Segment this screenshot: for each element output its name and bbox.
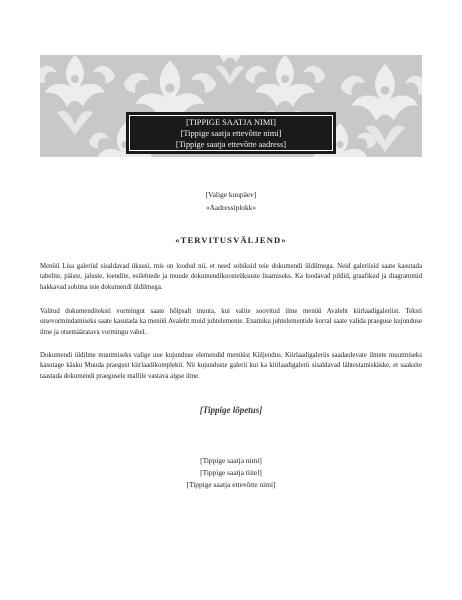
sender-header-box (126, 112, 336, 154)
body-paragraph-1[interactable]: Menüü Lisa galeriid sisaldavad üksusi, mis on loodud nii, et need sobiksid teie dokumendi üldilmega. Neid galeriisid saate kasutada tabelite, päiste, jaluste, loendite, esilehtede ja muude dokumendikoosteüksuste lisamiseks. Ka loodavad pildid, graafikud ja diagrammid hakkavad sobima teie dokumendi üldilmega. (40, 263, 422, 291)
sender-name[interactable]: [TIPPIGE SAATJA NIMI] (186, 118, 276, 127)
signature-name[interactable]: [Tippige saatja nimi] (200, 456, 262, 465)
body-paragraph-3[interactable]: Dokumendi üldilme muutmiseks valige uue kujunduse elemendid menüüst Küljendus. Kiirlaadigaleriis saadaolevate ilmete muutmiseks kasutage käsku Muuda praegust kiirlaadikomplekti. Nii kujunduste galerii kui ka kiirlaadigalerii sisaldavad lähtestamiskäske, et saaksite taastada dokumendi praegusele mallile vastava algse ilme. (40, 352, 422, 380)
sender-address[interactable]: [Tippige saatja ettevõtte aadress] (175, 140, 287, 149)
address-block[interactable]: «Aadressiplokk» (205, 203, 257, 212)
date-field[interactable]: [Valige kuupäev] (205, 190, 257, 199)
salutation[interactable]: «TERVITUSVÄLJEND» (175, 235, 287, 245)
body-paragraph-2[interactable]: Valitud dokumenditeksti vormingut saate hõlpsalt muuta, kui valite soovitud ilme menüü Avaleht kiirlaadigaleriist. Teksti otsevormindamiseks saate kasutada ka menüü Avaleht muid juhtelemente. Enamiku juhtelementide korral saate valida praeguse kujunduse ilme ja otsemääratava vormingu vahel. (40, 308, 422, 336)
closing[interactable]: [Tippige lõpetus] (199, 405, 263, 415)
sender-company[interactable]: [Tippige saatja ettevõtte nimi] (180, 129, 282, 138)
signature-company[interactable]: [Tippige saatja ettevõtte nimi] (186, 480, 276, 489)
signature-title[interactable]: [Tippige saatja tiitel] (200, 468, 262, 477)
